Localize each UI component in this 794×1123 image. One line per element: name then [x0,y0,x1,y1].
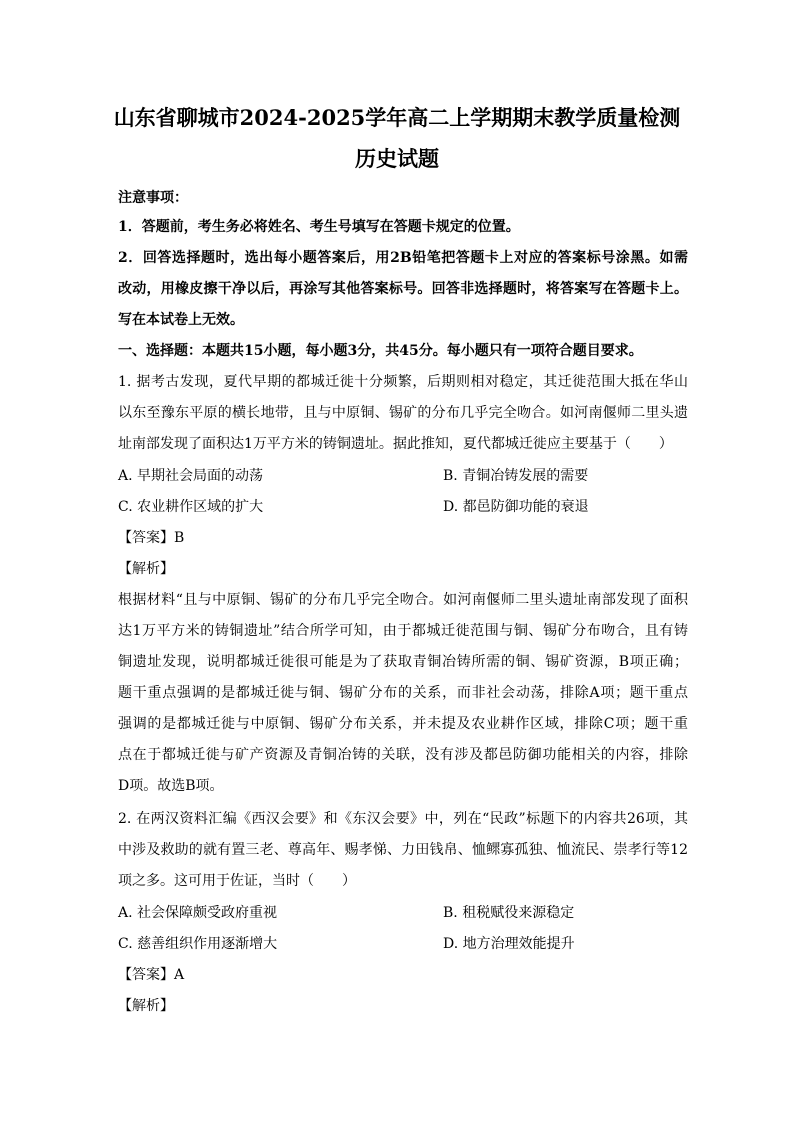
q1-analysis-line-1: 根据材料“且与中原铜、锡矿的分布几乎完全吻合。如河南偃师二里头遗址南部发现了面积 [118,592,688,608]
q2-answer: 【答案】A [118,967,185,983]
q1-option-a: A. 早期社会局面的动荡 [118,468,264,484]
q2-stem-line-1: 2. 在两汉资料汇编《西汉会要》和《东汉会要》中，列在“民政”标题下的内容共26项，其 [118,811,688,827]
q1-analysis-line-2: 达1万平方米的铸铜遗址”结合所学可知，由于都城迁徙范围与铜、锡矿分布吻合，且有铸 [118,623,688,639]
q2-option-c: C. 慈善组织作用逐渐增大 [118,936,278,952]
q1-option-c: C. 农业耕作区域的扩大 [118,499,264,515]
q1-analysis-label: 【解析】 [118,561,174,577]
q1-analysis-line-5: 强调的是都城迁徙与中原铜、锡矿分布关系，并未提及农业耕作区域，排除C项；题干重 [118,716,688,732]
q2-stem-line-2: 中涉及救助的就有置三老、尊高年、赐孝悌、力田钱帛、恤鳏寡孤独、恤流民、崇孝行等12 [118,842,688,858]
section-heading: 一、选择题：本题共15小题，每小题3分，共45分。每小题只有一项符合题目要求。 [118,343,643,359]
notice-item-2-line-1: 2．回答选择题时，选出每小题答案后，用2B铅笔把答题卡上对应的答案标号涂黑。如需 [118,250,688,266]
q1-analysis-line-4: 题干重点强调的是都城迁徙与铜、锡矿分布的关系，而非社会动荡，排除A项；题干重点 [118,685,688,701]
q1-stem-line-2: 以东至豫东平原的横长地带，且与中原铜、锡矿的分布几乎完全吻合。如河南偃师二里头遗 [118,405,688,421]
q1-answer: 【答案】B [118,530,185,546]
q2-option-b: B. 租税赋役来源稳定 [443,905,575,921]
q1-option-d: D. 都邑防御功能的衰退 [443,499,589,515]
document-subtitle: 历史试题 [355,146,439,171]
notice-item-2-line-3: 写在本试卷上无效。 [118,312,244,328]
q1-option-b: B. 青铜冶铸发展的需要 [443,468,589,484]
q2-stem-line-3: 项之多。这可用于佐证，当时（ ） [118,873,356,889]
document-title: 山东省聊城市2024-2025学年高二上学期期末教学质量检测 [113,105,681,130]
q2-option-a: A. 社会保障颇受政府重视 [118,905,278,921]
notice-item-1: 1．答题前，考生务必将姓名、考生号填写在答题卡规定的位置。 [118,219,520,235]
q1-stem-line-3: 址南部发现了面积达1万平方米的铸铜遗址。据此推知，夏代都城迁徙应主要基于（ ） [118,436,673,452]
q1-analysis-line-7: D项。故选B项。 [118,778,224,794]
notice-item-2-line-2: 改动，用橡皮擦干净以后，再涂写其他答案标号。回答非选择题时，将答案写在答题卡上。 [118,281,688,297]
notice-heading: 注意事项： [118,190,188,206]
q1-stem-line-1: 1. 据考古发现，夏代早期的都城迁徙十分频繁，后期则相对稳定，其迁徙范围大抵在华山 [118,374,688,390]
q1-analysis-line-3: 铜遗址发现，说明都城迁徙很可能是为了获取青铜冶铸所需的铜、锡矿资源，B项正确； [118,654,688,670]
q2-analysis-label: 【解析】 [118,998,174,1014]
q2-option-d: D. 地方治理效能提升 [443,936,575,952]
q1-analysis-line-6: 点在于都城迁徙与矿产资源及青铜冶铸的关联，没有涉及都邑防御功能相关的内容，排除 [118,747,688,763]
